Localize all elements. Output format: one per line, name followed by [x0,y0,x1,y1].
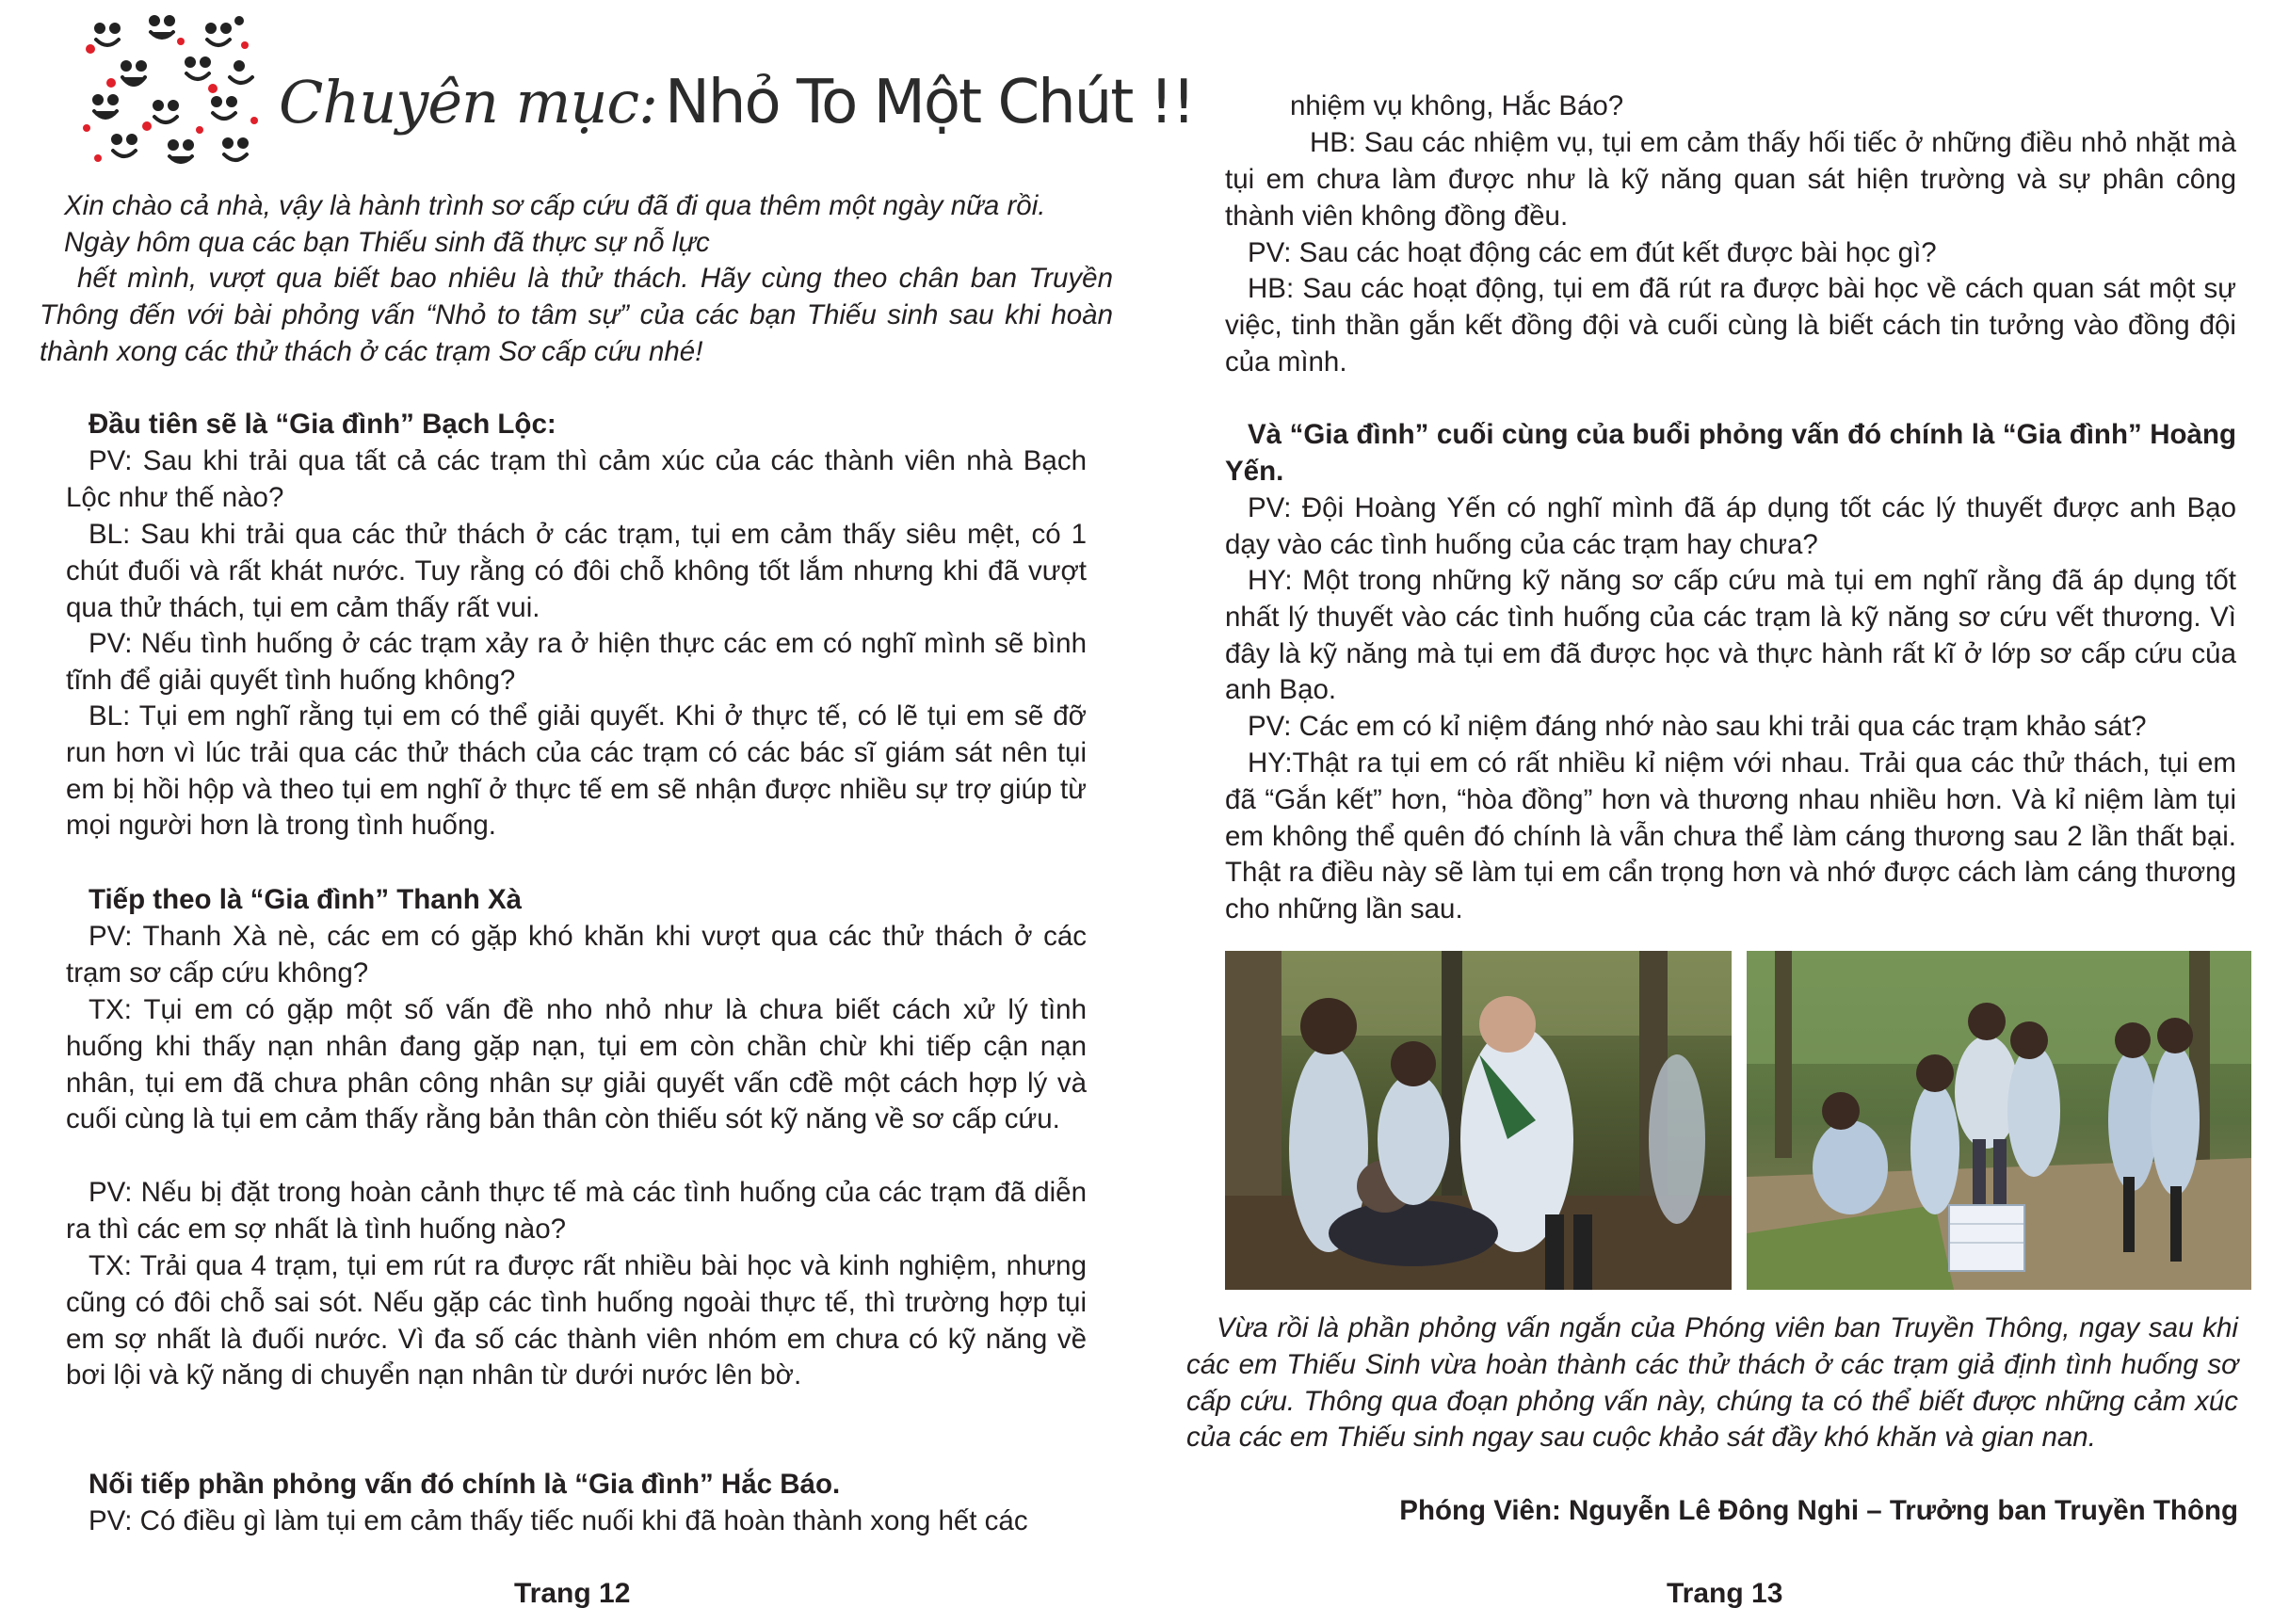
section-heading-thanh-xa: Tiếp theo là “Gia đình” Thanh Xà [89,884,523,915]
smiley-faces-decoration [79,8,258,172]
hac-bao-q1-continued: nhiệm vụ không, Hắc Báo? [1290,90,1624,121]
hoang-yen-a2: HY:Thật ra tụi em có rất nhiều kỉ niệm với nhau. Trải qua các thử thách, tụi em đã “Gắn kết” hơn, “hòa đồng” hơn và thương nhau nhiều hơn. Và kỉ niệm làm tụi em không thể quên đó chính là vẫn chưa thể làm cáng thương sau 2 lần thất bại. Thật ra điều này sẽ làm tụi em cẩn trọng hơn và nhớ được cách làm cáng thương cho những lần sau. [1225,748,2236,925]
page-number-13: Trang 13 [1667,1578,1783,1609]
page-right [1144,0,2289,1624]
hoang-yen-q1: PV: Đội Hoàng Yến có nghĩ mình đã áp dụng tốt các lý thuyết được anh Bạo dạy vào các tình huống của các trạm hay chưa? [1225,492,2236,560]
column-name: Nhỏ To Một Chút !! [665,68,1195,137]
hac-bao-a2: HB: Sau các hoạt động, tụi em đã rút ra được bài học về cách quan sát một sự việc, tinh thần gắn kết đồng đội và cuối cùng là biết cách tin tưởng vào đồng đội của mình. [1225,273,2236,378]
photo-scene-2 [1747,951,2251,1290]
hac-bao-a1: HB: Sau các nhiệm vụ, tụi em cảm thấy hối tiếc ở những điều nhỏ nhặt mà tụi em chưa làm được như là kỹ năng quan sát hiện trường và sự phân công thành viên không đồng đều. [1225,127,2236,232]
page-number-12: Trang 12 [514,1578,631,1609]
section-heading-hac-bao: Nối tiếp phần phỏng vấn đó chính là “Gia đình” Hắc Báo. [89,1469,841,1500]
column-title [279,68,1194,171]
hoang-yen-q2: PV: Các em có kỉ niệm đáng nhớ nào sau khi trải qua các trạm khảo sát? [1248,711,2147,742]
photo-first-aid-practice [1225,951,1732,1290]
column-label: Chuyên mục: [279,68,657,137]
thanh-xa-a1: TX: Tụi em có gặp một số vấn đề nho nhỏ như là chưa biết cách xử lý tình huống khi thấy nạn nhân đang gặp nạn, tụi em còn chần chừ khi tiếp cận nạn nhân, tụi em đã chưa phân công nhân sự giải quyết vấn cđề một cách hợp lý và cuối cùng là tụi em cảm thấy rằng bản thân còn thiếu sót kỹ năng về sơ cấp cứu. [66,994,1087,1135]
section-heading-hoang-yen: Và “Gia đình” cuối cùng của buổi phỏng vấn đó chính là “Gia đình” Hoàng Yến. [1225,419,2236,487]
bach-loc-a2: BL: Tụi em nghĩ rằng tụi em có thể giải quyết. Khi ở thực tế, có lẽ tụi em sẽ đỡ run hơn vì lúc trải qua các thử thách của các trạm có các bác sĩ giám sát nên tụi em bị hồi hộp và theo tụi em nghĩ ở thực tế em sẽ nhận được nhiều sự trợ giúp từ mọi người hơn là trong tình huống. [66,700,1087,842]
hoang-yen-a1: HY: Một trong những kỹ năng sơ cấp cứu mà tụi em nghĩ rằng đã áp dụng tốt nhất lý thuyết vào các tình huống của các trạm là kỹ năng sơ cứu vết thương. Vì đây là kỹ năng mà tụi em đã được học và thực hành rất kĩ ở lớp sơ cấp cứu của anh Bạo. [1225,565,2236,706]
hac-bao-q1: PV: Có điều gì làm tụi em cảm thấy tiếc nuối khi đã hoàn thành xong hết các [89,1505,1028,1536]
byline: Phóng Viên: Nguyễn Lê Đông Nghi – Trưởng ban Truyền Thông [1399,1495,2238,1526]
closing-paragraph: Vừa rồi là phần phỏng vấn ngắn của Phóng viên ban Truyền Thông, ngay sau khi các em Thiếu Sinh vừa hoàn thành các thử thách ở các trạm giả định tình huống sơ cấp cứu. Thông qua đoạn phỏng vấn này, chúng ta có thể biết được những cảm xúc của các em Thiếu sinh ngay sau cuộc khảo sát đầy khó khăn và gian nan. [1186,1312,2238,1454]
intro-paragraph: hết mình, vượt qua biết bao nhiêu là thử thách. Hãy cùng theo chân ban Truyền Thông đến với bài phỏng vấn “Nhỏ to tâm sự” của các bạn Thiếu sinh sau khi hoàn thành xong các thử thách ở các trạm Sơ cấp cứu nhé! [40,263,1113,367]
bach-loc-a1: BL: Sau khi trải qua các thử thách ở các trạm, tụi em cảm thấy siêu mệt, có 1 chút đuối và rất khát nước. Tuy rằng có đôi chỗ không tốt lắm nhưng khi đã vượt qua thử thách, tụi em cảm thấy rất vui. [66,519,1087,623]
photo-carrying-practice [1747,951,2251,1290]
bach-loc-q2: PV: Nếu tình huống ở các trạm xảy ra ở hiện thực các em có nghĩ mình sẽ bình tĩnh để giải quyết tình huống không? [66,628,1087,696]
thanh-xa-q2: PV: Nếu bị đặt trong hoàn cảnh thực tế mà các tình huống của các trạm đã diễn ra thì các em sợ nhất là tình huống nào? [66,1177,1087,1245]
thanh-xa-q1: PV: Thanh Xà nè, các em có gặp khó khăn khi vượt qua các thử thách ở các trạm sơ cấp cứu không? [66,921,1087,989]
intro-line-1: Xin chào cả nhà, vậy là hành trình sơ cấp cứu đã đi qua thêm một ngày nữa rồi. Ngày hôm qua các bạn Thiếu sinh đã thực sự nỗ lực [64,190,1046,258]
hac-bao-q2: PV: Sau các hoạt động các em đút kết được bài học gì? [1248,237,1937,268]
bach-loc-q1: PV: Sau khi trải qua tất cả các trạm thì cảm xúc của các thành viên nhà Bạch Lộc như thế nào? [66,445,1087,513]
section-heading-bach-loc: Đầu tiên sẽ là “Gia đình” Bạch Lộc: [89,409,556,440]
thanh-xa-a2: TX: Trải qua 4 trạm, tụi em rút ra được rất nhiều bài học và kinh nghiệm, nhưng cũng có đôi chỗ sai sót. Nếu gặp các tình huống ngoài thực tế, thì trường hợp tụi em sợ nhất là đuối nước. Vì đa số các thành viên nhóm em chưa có kỹ năng về bơi lội và kỹ năng di chuyển nạn nhân từ dưới nước lên bờ. [66,1250,1087,1391]
photo-scene-1 [1225,951,1732,1290]
